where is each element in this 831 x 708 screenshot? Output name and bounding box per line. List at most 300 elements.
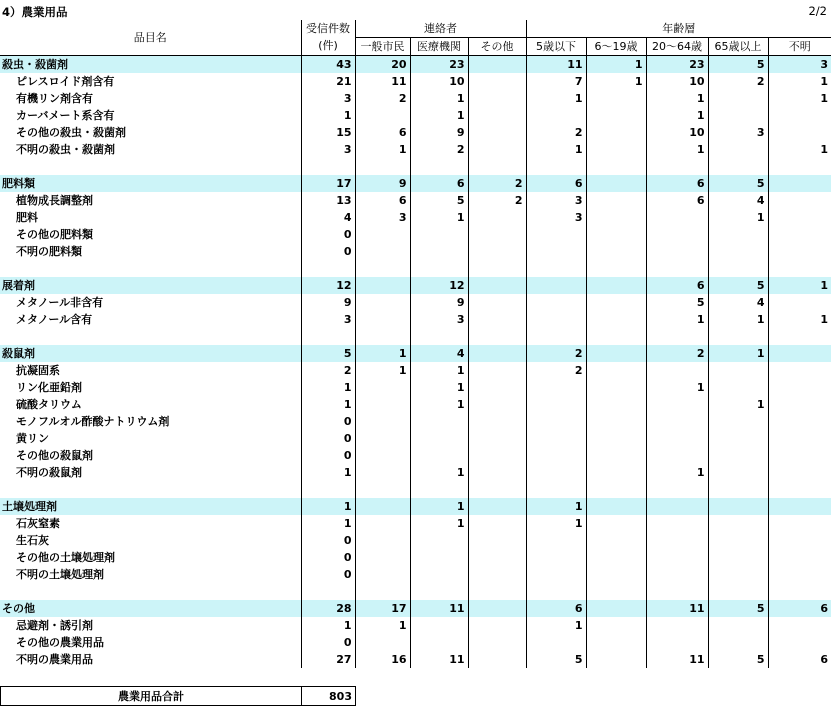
cell-value: 1 bbox=[526, 617, 586, 634]
cell-value bbox=[586, 345, 646, 362]
cell-value bbox=[355, 158, 410, 175]
cell-value bbox=[410, 481, 468, 498]
cell-value bbox=[768, 158, 831, 175]
cell-value: 6 bbox=[646, 192, 708, 209]
cell-value: 2 bbox=[526, 345, 586, 362]
count-header-line1: 受信件数 bbox=[301, 20, 355, 38]
table-row bbox=[0, 226, 831, 243]
cell-value: 1 bbox=[526, 141, 586, 158]
cell-value: 6 bbox=[526, 175, 586, 192]
cell-value: 2 bbox=[410, 141, 468, 158]
cell-value bbox=[586, 192, 646, 209]
cell-value bbox=[301, 583, 355, 600]
cell-value bbox=[768, 192, 831, 209]
row-label: 硫酸タリウム bbox=[0, 396, 301, 413]
item-name-header: 品目名 bbox=[0, 20, 301, 56]
cell-value bbox=[468, 634, 526, 651]
count-header-line2: (件) bbox=[301, 38, 355, 56]
table-row bbox=[0, 634, 831, 651]
cell-value bbox=[526, 158, 586, 175]
cell-value bbox=[646, 583, 708, 600]
cell-value bbox=[586, 328, 646, 345]
contact-col-other: その他 bbox=[468, 38, 526, 56]
cell-value bbox=[355, 413, 410, 430]
cell-value bbox=[468, 583, 526, 600]
cell-value bbox=[646, 362, 708, 379]
table-row bbox=[0, 362, 831, 379]
cell-value: 43 bbox=[301, 56, 355, 74]
row-label bbox=[0, 260, 301, 277]
cell-value bbox=[646, 413, 708, 430]
cell-value: 6 bbox=[355, 124, 410, 141]
cell-value: 3 bbox=[526, 192, 586, 209]
cell-value: 4 bbox=[301, 209, 355, 226]
cell-value bbox=[468, 413, 526, 430]
cell-value bbox=[586, 464, 646, 481]
cell-value bbox=[355, 396, 410, 413]
cell-value bbox=[768, 175, 831, 192]
cell-value bbox=[355, 243, 410, 260]
cell-value: 3 bbox=[301, 141, 355, 158]
cell-value bbox=[586, 175, 646, 192]
cell-value: 5 bbox=[708, 175, 768, 192]
section-title: 4）農業用品 bbox=[2, 5, 68, 19]
table-row bbox=[0, 90, 831, 107]
cell-value bbox=[468, 141, 526, 158]
cell-value bbox=[708, 379, 768, 396]
cell-value bbox=[355, 634, 410, 651]
cell-value bbox=[768, 447, 831, 464]
cell-value bbox=[708, 566, 768, 583]
cell-value bbox=[468, 226, 526, 243]
cell-value bbox=[468, 515, 526, 532]
cell-value: 1 bbox=[410, 209, 468, 226]
table-row bbox=[0, 124, 831, 141]
row-label: 土壌処理剤 bbox=[0, 498, 301, 515]
cell-value bbox=[468, 243, 526, 260]
table-row bbox=[0, 549, 831, 566]
cell-value bbox=[586, 124, 646, 141]
cell-value bbox=[586, 549, 646, 566]
cell-value bbox=[646, 260, 708, 277]
cell-value: 10 bbox=[646, 73, 708, 90]
row-label: 黄リン bbox=[0, 430, 301, 447]
cell-value bbox=[355, 464, 410, 481]
cell-value bbox=[355, 226, 410, 243]
cell-value: 9 bbox=[301, 294, 355, 311]
cell-value: 11 bbox=[355, 73, 410, 90]
cell-value bbox=[586, 226, 646, 243]
table-row bbox=[0, 617, 831, 634]
cell-value bbox=[768, 566, 831, 583]
cell-value bbox=[468, 362, 526, 379]
row-label bbox=[0, 481, 301, 498]
cell-value bbox=[410, 634, 468, 651]
spacer-row bbox=[0, 328, 831, 345]
total-label: 農業用品合計 bbox=[1, 687, 302, 706]
cell-value bbox=[586, 90, 646, 107]
cell-value bbox=[586, 107, 646, 124]
cell-value bbox=[410, 158, 468, 175]
cell-value: 3 bbox=[355, 209, 410, 226]
age-group-header: 年齢層 bbox=[526, 20, 831, 38]
cell-value bbox=[468, 617, 526, 634]
cell-value bbox=[468, 464, 526, 481]
spacer-row bbox=[0, 583, 831, 600]
cell-value bbox=[708, 328, 768, 345]
cell-value bbox=[768, 413, 831, 430]
cell-value bbox=[468, 158, 526, 175]
cell-value: 5 bbox=[708, 600, 768, 617]
table-row bbox=[0, 464, 831, 481]
age-col-20-64: 20～64歳 bbox=[646, 38, 708, 56]
cell-value: 1 bbox=[410, 498, 468, 515]
cell-value: 12 bbox=[410, 277, 468, 294]
cell-value bbox=[586, 430, 646, 447]
cell-value: 23 bbox=[646, 56, 708, 74]
cell-value bbox=[410, 413, 468, 430]
cell-value: 1 bbox=[355, 345, 410, 362]
cell-value bbox=[586, 260, 646, 277]
cell-value: 1 bbox=[646, 464, 708, 481]
cell-value: 4 bbox=[708, 294, 768, 311]
cell-value bbox=[468, 294, 526, 311]
cell-value: 2 bbox=[468, 175, 526, 192]
table-row bbox=[0, 447, 831, 464]
contact-col-public: 一般市民 bbox=[355, 38, 410, 56]
page-number: 2/2 bbox=[808, 4, 827, 18]
cell-value bbox=[768, 498, 831, 515]
category-row bbox=[0, 498, 831, 515]
row-label: 生石灰 bbox=[0, 532, 301, 549]
cell-value bbox=[355, 430, 410, 447]
cell-value bbox=[355, 311, 410, 328]
cell-value bbox=[468, 209, 526, 226]
cell-value: 11 bbox=[646, 600, 708, 617]
total-row bbox=[1, 687, 356, 706]
cell-value: 6 bbox=[820, 652, 829, 666]
cell-value: 1 bbox=[301, 464, 355, 481]
cell-value: 2 bbox=[526, 124, 586, 141]
row-label: 不明の肥料類 bbox=[0, 243, 301, 260]
cell-value: 1 bbox=[646, 379, 708, 396]
cell-value bbox=[708, 464, 768, 481]
cell-value bbox=[708, 413, 768, 430]
table-row bbox=[0, 209, 831, 226]
cell-value bbox=[355, 447, 410, 464]
cell-value bbox=[468, 260, 526, 277]
cell-value bbox=[646, 549, 708, 566]
cell-value: 1 bbox=[301, 498, 355, 515]
table-body bbox=[0, 56, 831, 669]
table-row bbox=[0, 651, 831, 668]
cell-value: 3 bbox=[301, 90, 355, 107]
row-label: 不明の農業用品 bbox=[0, 651, 301, 668]
cell-value bbox=[526, 447, 586, 464]
cell-value bbox=[708, 447, 768, 464]
cell-value: 1 bbox=[820, 74, 829, 88]
cell-value bbox=[586, 396, 646, 413]
total-value: 803 bbox=[302, 687, 356, 706]
cell-value bbox=[526, 311, 586, 328]
cell-value: 2 bbox=[708, 73, 768, 90]
cell-value: 1 bbox=[355, 362, 410, 379]
cell-value: 1 bbox=[526, 498, 586, 515]
report-header bbox=[0, 0, 831, 20]
cell-value bbox=[355, 549, 410, 566]
cell-value bbox=[355, 328, 410, 345]
cell-value: 13 bbox=[301, 192, 355, 209]
row-label: モノフルオル酢酸ナトリウム剤 bbox=[0, 413, 301, 430]
table-row bbox=[0, 107, 831, 124]
row-label: カーバメート系含有 bbox=[0, 107, 301, 124]
cell-value bbox=[526, 396, 586, 413]
cell-value bbox=[468, 430, 526, 447]
category-row bbox=[0, 345, 831, 362]
cell-value: 1 bbox=[708, 209, 768, 226]
cell-value bbox=[355, 532, 410, 549]
cell-value: 6 bbox=[410, 175, 468, 192]
cell-value: 4 bbox=[410, 345, 468, 362]
cell-value: 27 bbox=[301, 651, 355, 668]
header-row-1 bbox=[0, 20, 831, 38]
cell-value: 2 bbox=[301, 362, 355, 379]
cell-value bbox=[301, 158, 355, 175]
cell-value: 1 bbox=[410, 107, 468, 124]
cell-value: 1 bbox=[820, 91, 829, 105]
cell-value bbox=[768, 362, 831, 379]
table-row bbox=[0, 311, 831, 328]
cell-value bbox=[768, 634, 831, 651]
cell-value bbox=[708, 634, 768, 651]
cell-value bbox=[468, 73, 526, 90]
cell-value: 5 bbox=[708, 651, 768, 668]
row-label: 展着剤 bbox=[0, 277, 301, 294]
cell-value bbox=[586, 362, 646, 379]
table-row bbox=[0, 532, 831, 549]
category-row bbox=[0, 277, 831, 294]
table-row bbox=[0, 73, 831, 90]
cell-value: 5 bbox=[301, 345, 355, 362]
cell-value bbox=[708, 498, 768, 515]
cell-value bbox=[586, 532, 646, 549]
cell-value bbox=[355, 498, 410, 515]
cell-value bbox=[586, 498, 646, 515]
cell-value: 1 bbox=[410, 464, 468, 481]
cell-value bbox=[768, 260, 831, 277]
cell-value: 1 bbox=[410, 396, 468, 413]
cell-value bbox=[410, 447, 468, 464]
row-label: その他 bbox=[0, 600, 301, 617]
cell-value: 21 bbox=[301, 73, 355, 90]
cell-value: 3 bbox=[526, 209, 586, 226]
cell-value bbox=[526, 481, 586, 498]
cell-value bbox=[708, 532, 768, 549]
cell-value bbox=[708, 260, 768, 277]
cell-value: 11 bbox=[410, 600, 468, 617]
cell-value bbox=[768, 549, 831, 566]
cell-value bbox=[646, 430, 708, 447]
contact-col-medical: 医療機関 bbox=[410, 38, 468, 56]
cell-value bbox=[708, 617, 768, 634]
cell-value bbox=[586, 583, 646, 600]
cell-value bbox=[410, 226, 468, 243]
spacer-row bbox=[0, 481, 831, 498]
cell-value bbox=[468, 107, 526, 124]
cell-value bbox=[526, 430, 586, 447]
cell-value: 17 bbox=[355, 600, 410, 617]
cell-value bbox=[355, 277, 410, 294]
cell-value bbox=[468, 481, 526, 498]
cell-value bbox=[410, 583, 468, 600]
cell-value bbox=[468, 277, 526, 294]
cell-value bbox=[586, 294, 646, 311]
cell-value bbox=[646, 243, 708, 260]
cell-value bbox=[301, 481, 355, 498]
cell-value: 1 bbox=[708, 311, 768, 328]
cell-value bbox=[355, 260, 410, 277]
cell-value bbox=[768, 345, 831, 362]
cell-value bbox=[768, 328, 831, 345]
cell-value bbox=[410, 243, 468, 260]
cell-value bbox=[355, 294, 410, 311]
cell-value bbox=[355, 566, 410, 583]
cell-value: 11 bbox=[410, 651, 468, 668]
row-label bbox=[0, 158, 301, 175]
cell-value: 1 bbox=[301, 515, 355, 532]
category-row bbox=[0, 600, 831, 617]
cell-value bbox=[646, 634, 708, 651]
cell-value: 1 bbox=[646, 107, 708, 124]
cell-value bbox=[301, 328, 355, 345]
cell-value bbox=[468, 124, 526, 141]
row-label: 肥料 bbox=[0, 209, 301, 226]
cell-value bbox=[468, 532, 526, 549]
row-label bbox=[0, 328, 301, 345]
cell-value: 9 bbox=[355, 175, 410, 192]
cell-value bbox=[586, 651, 646, 668]
cell-value: 0 bbox=[301, 430, 355, 447]
cell-value: 6 bbox=[355, 192, 410, 209]
row-label: その他の農業用品 bbox=[0, 634, 301, 651]
table-row bbox=[0, 141, 831, 158]
cell-value: 20 bbox=[355, 56, 410, 74]
cell-value bbox=[586, 311, 646, 328]
cell-value: 1 bbox=[526, 515, 586, 532]
cell-value bbox=[586, 379, 646, 396]
cell-value: 5 bbox=[708, 56, 768, 74]
cell-value bbox=[646, 328, 708, 345]
cell-value bbox=[768, 294, 831, 311]
cell-value bbox=[646, 532, 708, 549]
cell-value bbox=[586, 617, 646, 634]
cell-value bbox=[708, 515, 768, 532]
cell-value bbox=[646, 447, 708, 464]
cell-value bbox=[708, 481, 768, 498]
cell-value bbox=[526, 328, 586, 345]
age-col-under5: 5歳以下 bbox=[526, 38, 586, 56]
row-label: 殺鼠剤 bbox=[0, 345, 301, 362]
cell-value: 28 bbox=[301, 600, 355, 617]
row-label: メタノール非含有 bbox=[0, 294, 301, 311]
cell-value bbox=[355, 515, 410, 532]
cell-value: 9 bbox=[410, 294, 468, 311]
cell-value: 1 bbox=[820, 142, 829, 156]
cell-value bbox=[526, 243, 586, 260]
cell-value bbox=[526, 634, 586, 651]
cell-value: 2 bbox=[646, 345, 708, 362]
cell-value bbox=[708, 583, 768, 600]
row-label: リン化亜鉛剤 bbox=[0, 379, 301, 396]
cell-value bbox=[355, 481, 410, 498]
cell-value bbox=[468, 600, 526, 617]
poison-inquiry-table bbox=[0, 20, 831, 668]
cell-value bbox=[468, 345, 526, 362]
cell-value bbox=[526, 583, 586, 600]
cell-value: 10 bbox=[646, 124, 708, 141]
cell-value bbox=[768, 515, 831, 532]
spacer-row bbox=[0, 158, 831, 175]
cell-value bbox=[410, 532, 468, 549]
table-row bbox=[0, 379, 831, 396]
cell-value bbox=[708, 362, 768, 379]
row-label: 抗凝固系 bbox=[0, 362, 301, 379]
cell-value bbox=[355, 107, 410, 124]
cell-value: 10 bbox=[410, 73, 468, 90]
category-row bbox=[0, 175, 831, 192]
row-label: 石灰窒素 bbox=[0, 515, 301, 532]
cell-value bbox=[526, 549, 586, 566]
cell-value bbox=[768, 430, 831, 447]
cell-value: 0 bbox=[301, 243, 355, 260]
cell-value: 1 bbox=[410, 362, 468, 379]
row-label: その他の殺虫・殺菌剤 bbox=[0, 124, 301, 141]
age-col-6-19: 6～19歳 bbox=[586, 38, 646, 56]
cell-value: 1 bbox=[586, 56, 646, 74]
cell-value bbox=[468, 379, 526, 396]
row-label: 不明の殺虫・殺菌剤 bbox=[0, 141, 301, 158]
cell-value: 5 bbox=[646, 294, 708, 311]
cell-value bbox=[646, 226, 708, 243]
cell-value bbox=[586, 566, 646, 583]
cell-value: 4 bbox=[708, 192, 768, 209]
cell-value bbox=[586, 413, 646, 430]
cell-value bbox=[301, 260, 355, 277]
spacer-row bbox=[0, 260, 831, 277]
cell-value bbox=[586, 481, 646, 498]
cell-value bbox=[526, 107, 586, 124]
table-row bbox=[0, 430, 831, 447]
cell-value: 17 bbox=[301, 175, 355, 192]
row-label: 植物成長調整剤 bbox=[0, 192, 301, 209]
cell-value bbox=[468, 90, 526, 107]
row-label: 有機リン剤含有 bbox=[0, 90, 301, 107]
cell-value bbox=[646, 566, 708, 583]
cell-value: 6 bbox=[646, 175, 708, 192]
table-row bbox=[0, 192, 831, 209]
cell-value: 1 bbox=[646, 311, 708, 328]
cell-value: 11 bbox=[526, 56, 586, 74]
cell-value bbox=[768, 396, 831, 413]
row-label: メタノール含有 bbox=[0, 311, 301, 328]
cell-value: 16 bbox=[355, 651, 410, 668]
cell-value bbox=[586, 209, 646, 226]
cell-value: 0 bbox=[301, 226, 355, 243]
cell-value bbox=[646, 515, 708, 532]
age-col-65plus: 65歳以上 bbox=[708, 38, 768, 56]
cell-value: 1 bbox=[646, 141, 708, 158]
cell-value bbox=[768, 124, 831, 141]
